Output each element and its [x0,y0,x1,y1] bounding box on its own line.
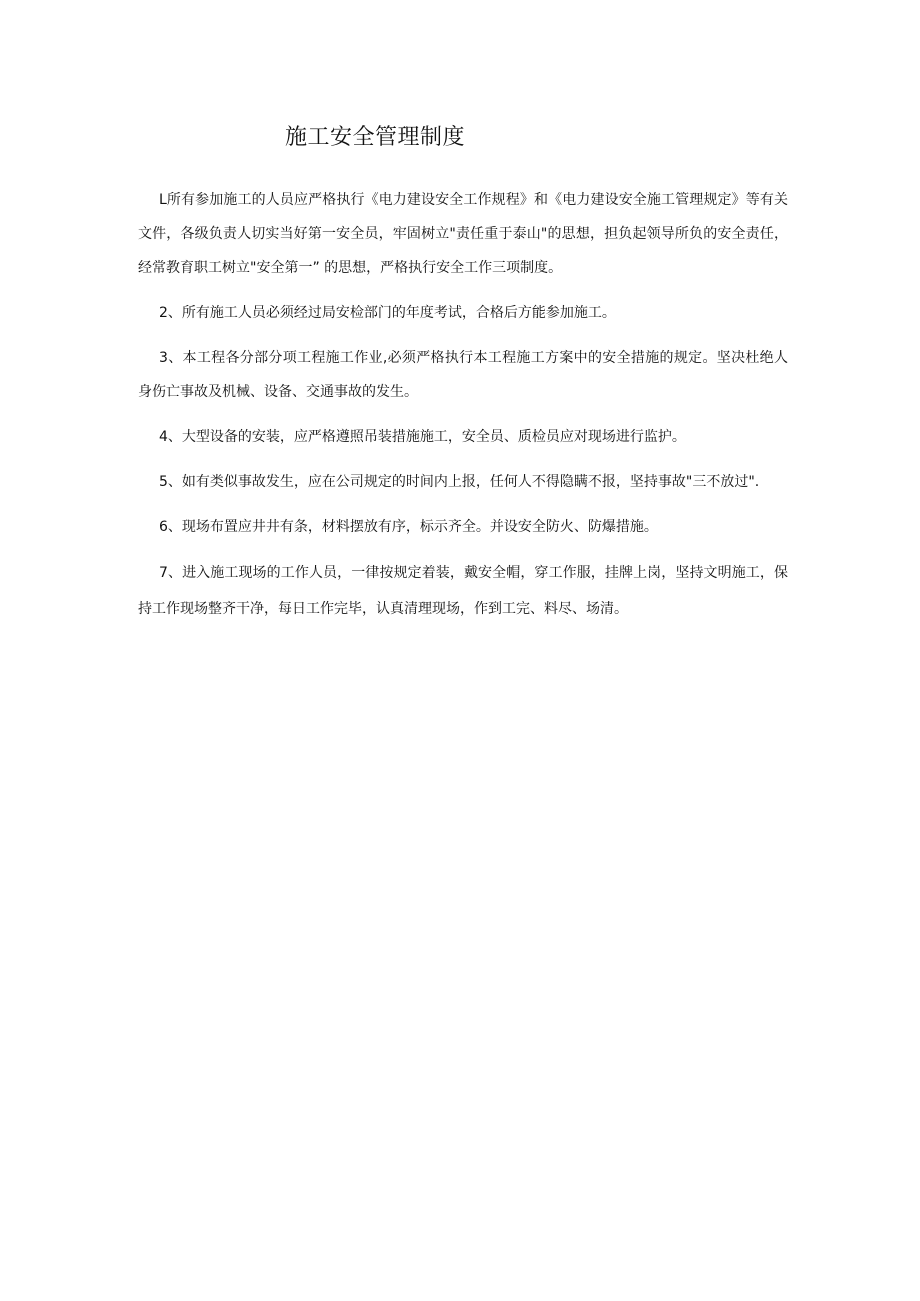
paragraph-1: L所有参加施工的人员应严格执行《电力建设安全工作规程》和《电力建设安全施工管理规定》等有关文件，各级负责人切实当好第一安全员，牢固树立"责任重于泰山"的思想，担负起领导所负的安全责任，经常教育职工树立"安全第一” 的思想，严格执行安全工作三项制度。 [138,192,788,276]
document-title: 施工安全管理制度 [285,125,466,150]
paragraph-2: 2、所有施工人员必须经过局安检部门的年度考试，合格后方能参加施工。 [159,305,616,321]
paragraph-6: 6、现场布置应井井有条，材料摆放有序，标示齐全。并设安全防火、防爆措施。 [159,519,658,535]
document-body [138,183,788,627]
paragraph-7: 7、进入施工现场的工作人员，一律按规定着装，戴安全帽，穿工作服，挂牌上岗，坚持文明施工，保持工作现场整齐干净，每日工作完毕，认真清理现场，作到工完、料尽、场清。 [138,565,788,617]
paragraph-4: 4、大型设备的安装，应严格遵照吊装措施施工，安全员、质检员应对现场进行监护。 [159,429,686,445]
paragraph-3: 3、本工程各分部分项工程施工作业,必须严格执行本工程施工方案中的安全措施的规定。坚决杜绝人身伤亡事故及机械、设备、交通事故的发生。 [138,350,788,400]
paragraph-5: 5、如有类似事故发生，应在公司规定的时间内上报，任何人不得隐瞒不报，坚持事故"三不放过". [159,474,760,490]
